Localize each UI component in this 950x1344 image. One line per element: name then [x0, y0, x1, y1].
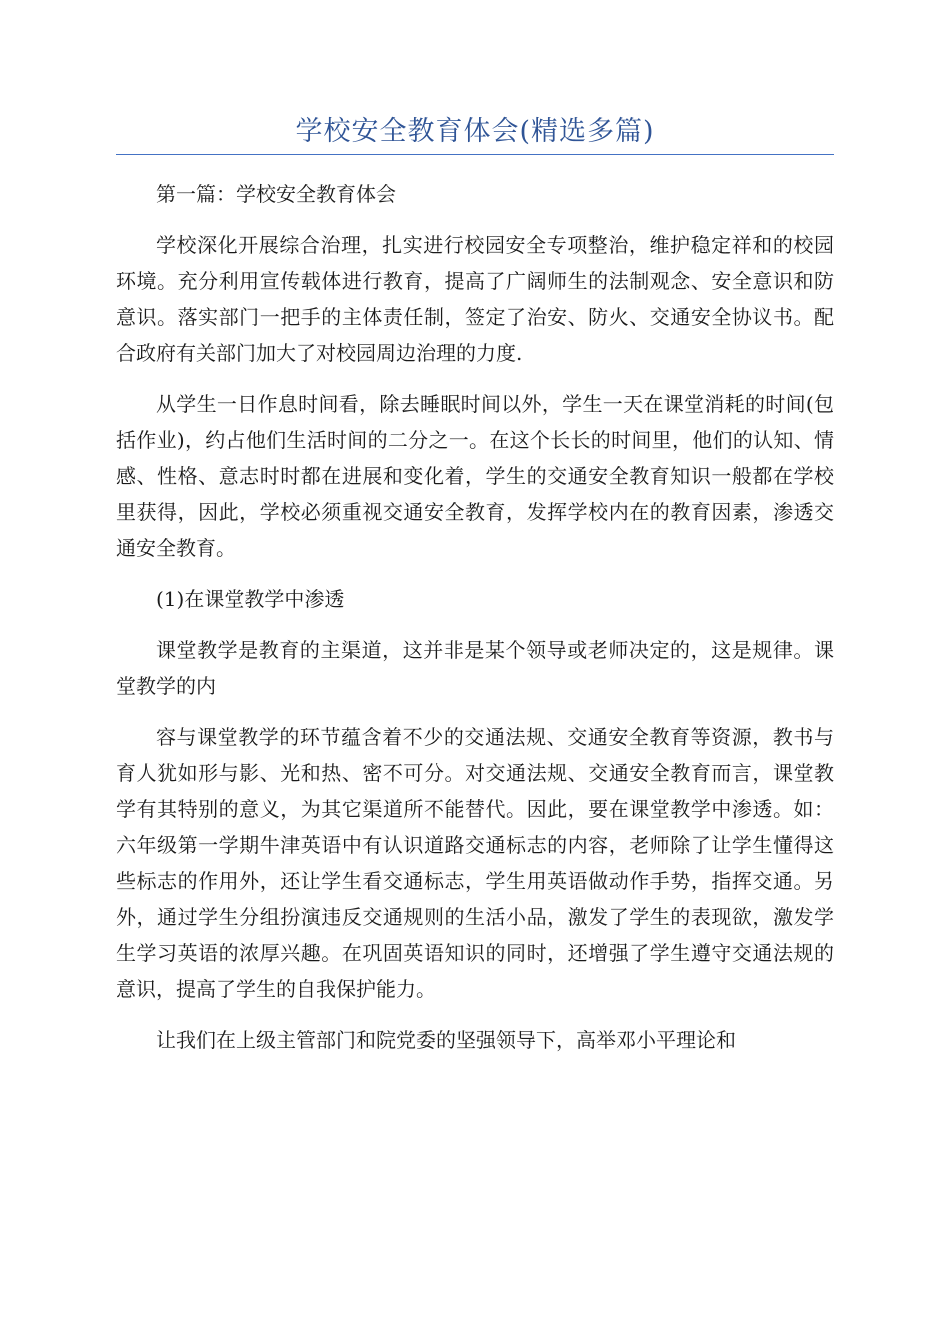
- title-underline: [116, 154, 834, 155]
- paragraph: 课堂教学是教育的主渠道，这并非是某个领导或老师决定的，这是规律。课堂教学的内: [116, 638, 834, 698]
- page-title: 学校安全教育体会(精选多篇): [295, 116, 655, 147]
- paragraph: 容与课堂教学的环节蕴含着不少的交通法规、交通安全教育等资源，教书与育人犹如形与影、光和热、密不可分。对交通法规、交通安全教育而言，课堂教学有其特别的意义，为其它渠道所不能替代。因此，要在课堂教学中渗透。如：六年级第一学期牛津英语中有认识道路交通标志的内容，老师除了让学生懂得这些标志的作用外，还让学生看交通标志，学生用英语做动作手势，指挥交通。另外，通过学生分组扮演违反交通规则的生活小品，激发了学生的表现欲，激发学生学习英语的浓厚兴趣。在巩固英语知识的同时，还增强了学生遵守交通法规的意识，提高了学生的自我保护能力。: [116, 725, 834, 1001]
- paragraph: 让我们在上级主管部门和院党委的坚强领导下，高举邓小平理论和: [156, 1028, 736, 1052]
- paragraph: 从学生一日作息时间看，除去睡眠时间以外，学生一天在课堂消耗的时间(包括作业)，约占他们生活时间的二分之一。在这个长长的时间里，他们的认知、情感、性格、意志时时都在进展和变化着，学生的交通安全教育知识一般都在学校里获得，因此，学校必须重视交通安全教育，发挥学校内在的教育因素，渗透交通安全教育。: [116, 392, 834, 560]
- subsection-heading: (1)在课堂教学中渗透: [156, 587, 345, 611]
- document-body: [116, 176, 834, 1058]
- paragraph: 学校深化开展综合治理，扎实进行校园安全专项整治，维护稳定祥和的校园环境。充分利用宣传载体进行教育，提高了广阔师生的法制观念、安全意识和防意识。落实部门一把手的主体责任制，签定了治安、防火、交通安全协议书。配合政府有关部门加大了对校园周边治理的力度.: [116, 233, 834, 365]
- section-heading: 第一篇：学校安全教育体会: [156, 182, 396, 206]
